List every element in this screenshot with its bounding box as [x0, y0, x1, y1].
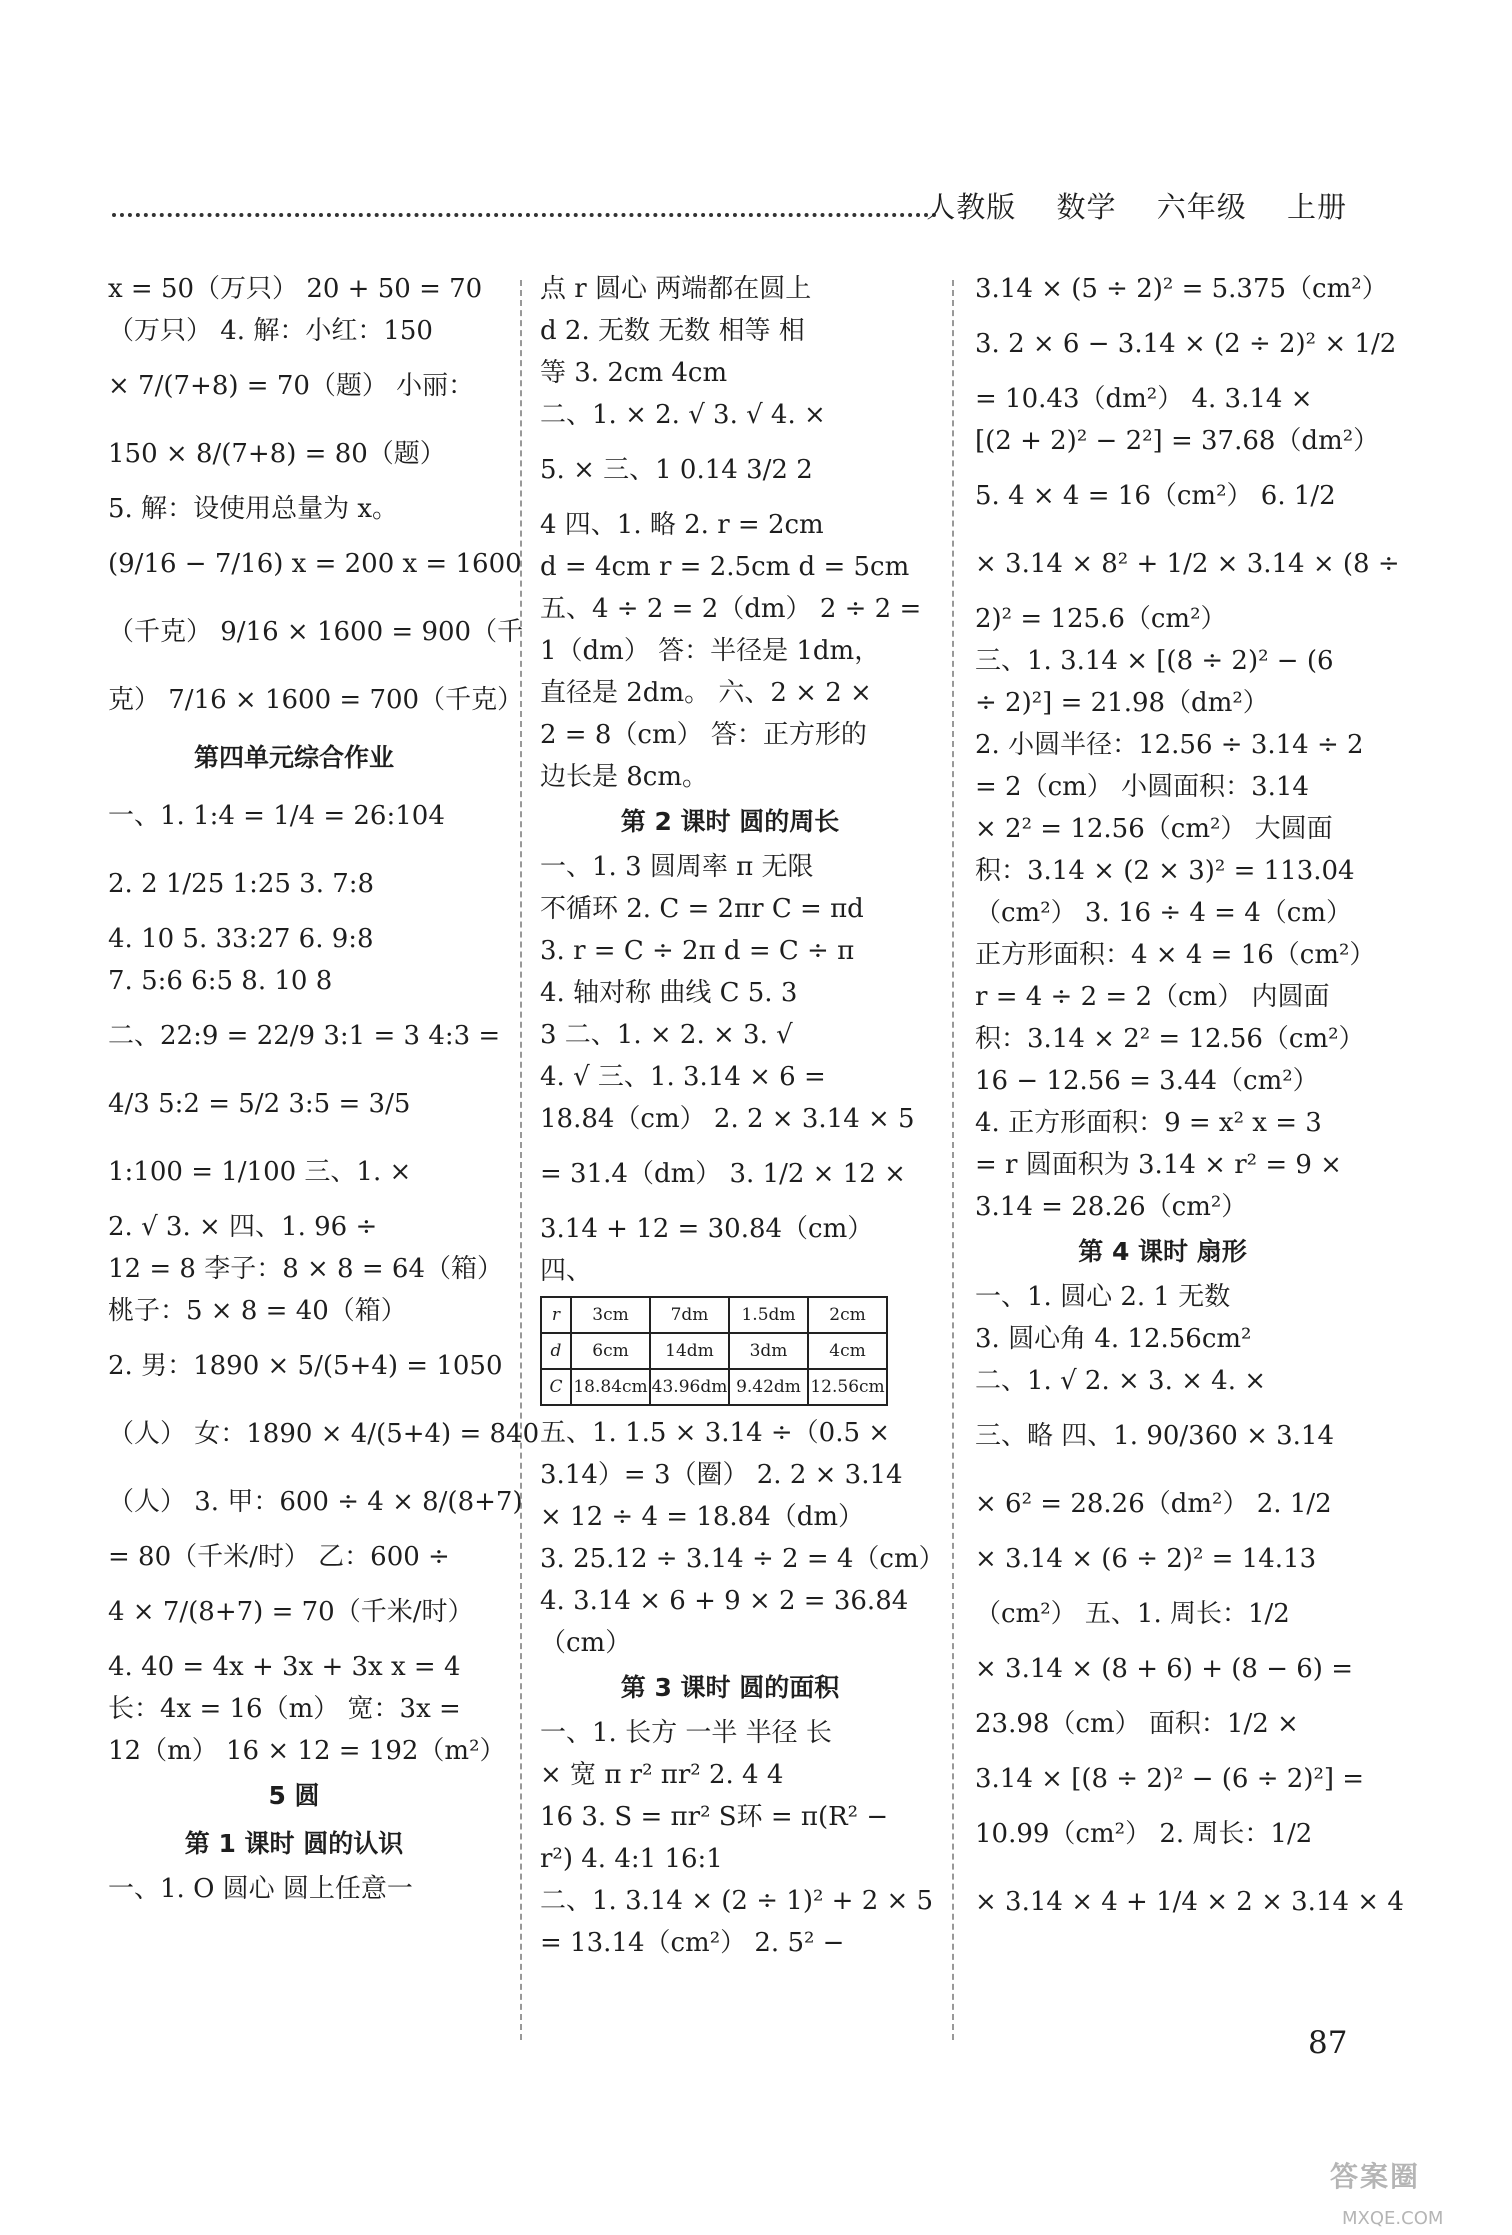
- answer-line: = 13.14（cm²） 2. 5² −: [540, 1928, 845, 1958]
- page-number: 87: [1308, 2025, 1348, 2061]
- table-cell: 3cm: [571, 1297, 650, 1333]
- answer-line: 2. 男：1890 × 5/(5+4) = 1050: [108, 1351, 503, 1381]
- answer-line: 4 四、1. 略 2. r = 2cm: [540, 510, 824, 540]
- answer-line: 4. 3.14 × 6 + 9 × 2 = 36.84: [540, 1586, 909, 1616]
- answer-line: 18.84（cm） 2. 2 × 3.14 × 5: [540, 1104, 915, 1134]
- answer-line: 正方形面积：4 × 4 = 16（cm²）: [975, 940, 1376, 970]
- watermark-site: MXQE.COM: [1342, 2208, 1444, 2229]
- column-divider-1: [520, 280, 522, 2040]
- answer-line: 2. 小圆半径：12.56 ÷ 3.14 ÷ 2: [975, 730, 1364, 760]
- answer-line: × 3.14 × 4 + 1/4 × 2 × 3.14 × 4: [975, 1887, 1404, 1917]
- answer-line: = 80（千米/时） 乙：600 ÷: [108, 1542, 450, 1572]
- answer-line: 23.98（cm） 面积：1/2 ×: [975, 1709, 1299, 1739]
- answer-column-3: [975, 268, 1404, 1936]
- answer-line: 长：4x = 16（m） 宽：3x =: [108, 1694, 461, 1724]
- answer-line: 4/3 5:2 = 5/2 3:5 = 3/5: [108, 1089, 411, 1119]
- section-heading: 第 3 课时 圆的面积: [620, 1673, 840, 1702]
- answer-line: 二、1. √ 2. × 3. × 4. ×: [975, 1366, 1267, 1396]
- answer-line: 一、1. 3 圆周率 π 无限: [540, 852, 814, 882]
- answer-line: 12（m） 16 × 12 = 192（m²）: [108, 1736, 506, 1766]
- table-cell: d: [541, 1333, 571, 1369]
- answer-line: 一、1. 圆心 2. 1 无数: [975, 1282, 1231, 1312]
- table-cell: 14dm: [650, 1333, 729, 1369]
- answer-line: 3.14 × [(8 ÷ 2)² − (6 ÷ 2)²] =: [975, 1764, 1365, 1794]
- answer-line: × 2² = 12.56（cm²） 大圆面: [975, 814, 1333, 844]
- table-cell: 9.42dm: [729, 1369, 808, 1405]
- answer-line: × 3.14 × (8 + 6) + (8 − 6) =: [975, 1654, 1353, 1684]
- answer-line: 4. √ 三、1. 3.14 × 6 =: [540, 1062, 826, 1092]
- header-grade: 六年级: [1156, 190, 1247, 224]
- section-heading: 第 1 课时 圆的认识: [184, 1829, 404, 1858]
- answer-line: 1:100 = 1/100 三、1. ×: [108, 1157, 412, 1187]
- answer-line: 4. 轴对称 曲线 C 5. 3: [540, 978, 798, 1008]
- answer-line: = 10.43（dm²） 4. 3.14 ×: [975, 384, 1313, 414]
- answer-line: （cm）: [540, 1628, 632, 1658]
- table-cell: C: [541, 1369, 571, 1405]
- answer-line: 积：3.14 × 2² = 12.56（cm²）: [975, 1024, 1365, 1054]
- answer-line: 5. 解：设使用总量为 x。: [108, 494, 398, 524]
- answer-line: 2. 2 1/25 1:25 3. 7:8: [108, 869, 375, 899]
- answer-line: 3. 2 × 6 − 3.14 × (2 ÷ 2)² × 1/2: [975, 329, 1397, 359]
- answer-line: 7. 5:6 6:5 8. 10 8: [108, 966, 333, 996]
- column-divider-2: [952, 280, 954, 2040]
- table-cell: 1.5dm: [729, 1297, 808, 1333]
- header-dotted-rule: [112, 213, 937, 217]
- answer-line: 5. 4 × 4 = 16（cm²） 6. 1/2: [975, 481, 1336, 511]
- answer-line: = r 圆面积为 3.14 × r² = 9 ×: [975, 1150, 1342, 1180]
- answer-line: (9/16 − 7/16) x = 200 x = 1600: [108, 549, 522, 579]
- answer-line: × 6² = 28.26（dm²） 2. 1/2: [975, 1489, 1332, 1519]
- answer-line: [(2 + 2)² − 2²] = 37.68（dm²）: [975, 426, 1380, 456]
- answer-line: 4. 正方形面积：9 = x² x = 3: [975, 1108, 1322, 1138]
- answer-line: 2 = 8（cm） 答：正方形的: [540, 720, 867, 750]
- answer-line: 3. r = C ÷ 2π d = C ÷ π: [540, 936, 855, 966]
- answer-line: 4. 10 5. 33:27 6. 9:8: [108, 924, 374, 954]
- table-cell: 43.96dm: [650, 1369, 729, 1405]
- answer-line: 二、1. × 2. √ 3. √ 4. ×: [540, 400, 826, 430]
- table-cell: 18.84cm: [571, 1369, 650, 1405]
- table-cell: 2cm: [808, 1297, 887, 1333]
- answer-line: 桃子：5 × 8 = 40（箱）: [108, 1296, 407, 1326]
- header-subject: 数学: [1056, 190, 1117, 224]
- answer-line: 积：3.14 × (2 × 3)² = 113.04: [975, 856, 1355, 886]
- answer-line: d = 4cm r = 2.5cm d = 5cm: [540, 552, 910, 582]
- header-book-info: [926, 185, 1347, 226]
- answer-line: 不循环 2. C = 2πr C = πd: [540, 894, 864, 924]
- section-heading: 第 4 课时 扇形: [1078, 1237, 1247, 1266]
- table-cell: 4cm: [808, 1333, 887, 1369]
- header-volume: 上册: [1286, 190, 1347, 224]
- answer-line: （人） 3. 甲：600 ÷ 4 × 8/(8+7): [108, 1487, 523, 1517]
- answer-line: × 宽 π r² πr² 2. 4 4: [540, 1760, 784, 1790]
- answer-line: （cm²） 3. 16 ÷ 4 = 4（cm）: [975, 898, 1352, 928]
- answer-line: 四、: [540, 1256, 593, 1286]
- answer-line: 4. 40 = 4x + 3x + 3x x = 4: [108, 1652, 461, 1682]
- page-header: [112, 185, 1347, 235]
- answer-line: 10.99（cm²） 2. 周长：1/2: [975, 1819, 1313, 1849]
- table-row: [541, 1369, 887, 1405]
- answer-line: （cm²） 五、1. 周长：1/2: [975, 1599, 1290, 1629]
- answer-line: 12 = 8 李子：8 × 8 = 64（箱）: [108, 1254, 504, 1284]
- answer-line: 一、1. O 圆心 圆上任意一: [108, 1874, 413, 1904]
- answer-line: × 3.14 × 8² + 1/2 × 3.14 × (8 ÷: [975, 549, 1400, 579]
- answer-line: 三、1. 3.14 × [(8 ÷ 2)² − (6: [975, 646, 1334, 676]
- answer-line: 3 二、1. × 2. × 3. √: [540, 1020, 793, 1050]
- answer-line: 16 3. S = πr² S环 = π(R² −: [540, 1802, 889, 1832]
- answer-line: 二、1. 3.14 × (2 ÷ 1)² + 2 × 5: [540, 1886, 934, 1916]
- table-cell: r: [541, 1297, 571, 1333]
- table-cell: 7dm: [650, 1297, 729, 1333]
- answer-line: 克） 7/16 × 1600 = 700（千克）: [108, 685, 524, 715]
- answer-line: r²) 4. 4:1 16:1: [540, 1844, 723, 1874]
- answer-line: x = 50（万只） 20 + 50 = 70: [108, 274, 483, 304]
- answer-line: 1（dm） 答：半径是 1dm，: [540, 636, 881, 666]
- answer-line: d 2. 无数 无数 相等 相: [540, 316, 805, 346]
- table-cell: 3dm: [729, 1333, 808, 1369]
- chapter-heading: 5 圆: [268, 1781, 320, 1810]
- answer-line: = 2（cm） 小圆面积：3.14: [975, 772, 1309, 802]
- table-row: [541, 1333, 887, 1369]
- answer-line: ÷ 2)²] = 21.98（dm²）: [975, 688, 1269, 718]
- answer-line: 150 × 8/(7+8) = 80（题）: [108, 439, 446, 469]
- answer-column-1: [108, 268, 540, 1910]
- answer-line: 二、22:9 = 22/9 3:1 = 3 4:3 =: [108, 1021, 501, 1051]
- answer-line: 4 × 7/(8+7) = 70（千米/时）: [108, 1597, 474, 1627]
- answer-line: 直径是 2dm。 六、2 × 2 ×: [540, 678, 872, 708]
- answer-line: 2. √ 3. × 四、1. 96 ÷: [108, 1212, 378, 1242]
- answer-line: × 3.14 × (6 ÷ 2)² = 14.13: [975, 1544, 1317, 1574]
- answer-line: 一、1. 1:4 = 1/4 = 26:104: [108, 801, 445, 831]
- circle-measure-table: [540, 1296, 888, 1406]
- answer-line: （万只） 4. 解：小红：150: [108, 316, 433, 346]
- answer-line: 3. 圆心角 4. 12.56cm²: [975, 1324, 1252, 1354]
- answer-line: × 12 ÷ 4 = 18.84（dm）: [540, 1502, 865, 1532]
- answer-line: 16 − 12.56 = 3.44（cm²）: [975, 1066, 1319, 1096]
- table-cell: 12.56cm: [808, 1369, 887, 1405]
- table-cell: 6cm: [571, 1333, 650, 1369]
- section-heading: 第四单元综合作业: [193, 743, 394, 772]
- answer-line: 2)² = 125.6（cm²）: [975, 604, 1227, 634]
- answer-line: （千克） 9/16 × 1600 = 900（千: [108, 617, 524, 647]
- answer-line: 三、略 四、1. 90/360 × 3.14: [975, 1421, 1335, 1451]
- answer-line: 3.14 × (5 ÷ 2)² = 5.375（cm²）: [975, 274, 1388, 304]
- answer-line: 一、1. 长方 一半 半径 长: [540, 1718, 832, 1748]
- answer-line: 3.14）= 3（圈） 2. 2 × 3.14: [540, 1460, 903, 1490]
- answer-line: 3. 25.12 ÷ 3.14 ÷ 2 = 4（cm）: [540, 1544, 945, 1574]
- answer-line: × 7/(7+8) = 70（题） 小丽：: [108, 371, 475, 401]
- answer-line: 五、4 ÷ 2 = 2（dm） 2 ÷ 2 =: [540, 594, 922, 624]
- answer-line: r = 4 ÷ 2 = 2（cm） 内圆面: [975, 982, 1330, 1012]
- section-heading: 第 2 课时 圆的周长: [620, 807, 840, 836]
- answer-line: 3.14 + 12 = 30.84（cm）: [540, 1214, 874, 1244]
- answer-line: = 31.4（dm） 3. 1/2 × 12 ×: [540, 1159, 906, 1189]
- answer-line: 等 3. 2cm 4cm: [540, 358, 728, 388]
- answer-line: 五、1. 1.5 × 3.14 ÷（0.5 ×: [540, 1418, 891, 1448]
- header-edition: 人教版: [926, 190, 1017, 224]
- answer-line: 边长是 8cm。: [540, 762, 709, 792]
- answer-line: 5. × 三、1 0.14 3/2 2: [540, 455, 813, 485]
- answer-line: 点 r 圆心 两端都在圆上: [540, 274, 812, 304]
- answer-column-2: [540, 268, 945, 1964]
- answer-line: 3.14 = 28.26（cm²）: [975, 1192, 1248, 1222]
- watermark-logo: 答案圈: [1330, 2160, 1421, 2193]
- table-row: [541, 1297, 887, 1333]
- answer-line: （人） 女：1890 × 4/(5+4) = 840: [108, 1419, 540, 1449]
